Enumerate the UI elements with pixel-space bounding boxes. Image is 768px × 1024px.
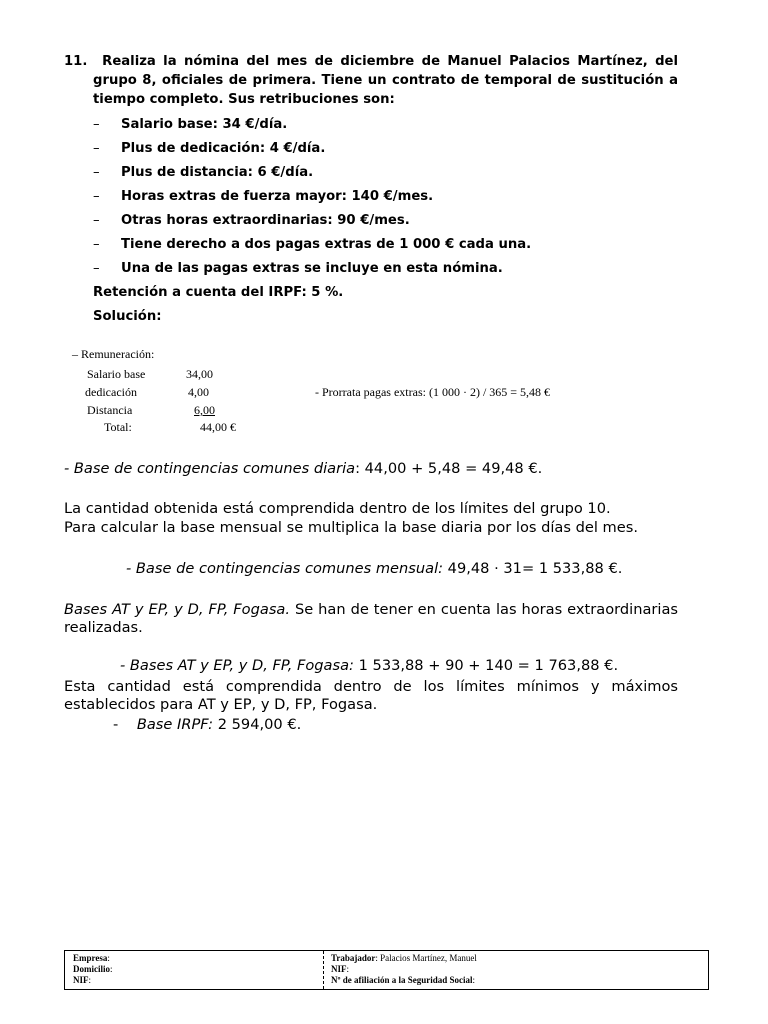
irpf-label: Base IRPF: (136, 716, 214, 733)
list-item (64, 257, 678, 281)
row-label-dedicacion: dedicación (85, 385, 137, 399)
total-value: 44,00 € (200, 420, 236, 434)
list-item (64, 161, 678, 185)
bcc-diaria-value: : 44,00 + 5,48 = 49,48 €. (355, 460, 543, 477)
domicilio-label: Domicilio (73, 964, 110, 974)
empresa-field (73, 953, 113, 964)
list-item-text: Tiene derecho a dos pagas extras de 1 000 € cada una. (121, 237, 532, 252)
nif2-field (331, 964, 477, 975)
colon: : (88, 975, 92, 985)
colon: : (346, 964, 350, 974)
irpf-retention: Retención a cuenta del IRPF: 5 %. (93, 285, 344, 300)
list-item-text: Salario base: 34 €/día. (121, 117, 288, 132)
exercise-statement (64, 52, 678, 109)
exercise-text: Realiza la nómina del mes de diciembre de Manuel Palacios Martínez, del grupo 8, oficiales de primera. Tiene un contrato de temporal de sustitución a tiempo completo. Sus retribuciones son: (93, 54, 678, 107)
base-mensual-explanation: Para calcular la base mensual se multiplica la base diaria por los días del mes. (64, 519, 638, 536)
limites-at-text: Esta cantidad está comprendida dentro de los límites mínimos y máximos establecidos para AT y EP, y D, FP, Fogasa. (64, 678, 678, 713)
dash-marker: – (93, 261, 100, 276)
exercise-number: 11. (64, 54, 88, 69)
trabajador-field (331, 953, 477, 964)
nif2-label: NIF (331, 964, 347, 974)
dash-marker: – (93, 141, 100, 156)
row-value-distancia: 6,00 (194, 403, 215, 417)
total-label: Total: (104, 420, 132, 434)
footer-left (73, 953, 113, 986)
list-item (64, 137, 678, 161)
bases-at-intro (64, 601, 678, 637)
irpf-line (113, 716, 301, 734)
bases-at-value: 1 533,88 + 90 + 140 = 1 763,88 €. (353, 657, 619, 674)
footer-divider (323, 951, 324, 989)
dash-marker: – (93, 213, 100, 228)
list-item-text: Horas extras de fuerza mayor: 140 €/mes. (121, 189, 434, 204)
row-label-salario: Salario base (87, 367, 146, 381)
prorrata-line: - Prorrata pagas extras: (1 000 · 2) / 365 = 5,48 € (315, 385, 551, 399)
trabajador-label: Trabajador (331, 953, 376, 963)
row-value-dedicacion: 4,00 (188, 385, 209, 399)
empresa-label: Empresa (73, 953, 108, 963)
bases-at-intro-label: Bases AT y EP, y D, FP, Fogasa. (64, 601, 291, 618)
colon: : (110, 964, 113, 974)
list-item (64, 209, 678, 233)
dash-marker: – (93, 237, 100, 252)
list-item-text: Plus de dedicación: 4 €/día. (121, 141, 326, 156)
nif-label: NIF (73, 975, 89, 985)
nif-field (73, 975, 113, 986)
afiliacion-label: Nº de afiliación a la Seguridad Social (331, 975, 473, 985)
bcc-diaria-line (64, 460, 542, 478)
bases-at-intro-text: Se han de tener en cuenta las horas extraordinarias realizadas. (64, 601, 678, 636)
trabajador-value: : Palacios Martínez, Manuel (375, 953, 477, 963)
list-item (64, 185, 678, 209)
bcc-mensual-label: - Base de contingencias comunes mensual: (126, 560, 444, 577)
irpf-value: 2 594,00 €. (213, 716, 302, 733)
limites-grupo-text: La cantidad obtenida está comprendida dentro de los límites del grupo 10. (64, 500, 611, 517)
list-item-text: Una de las pagas extras se incluye en esta nómina. (121, 261, 503, 276)
list-item-text: Plus de distancia: 6 €/día. (121, 165, 314, 180)
bcc-mensual-value: 49,48 · 31= 1 533,88 €. (443, 560, 623, 577)
solution-label: Solución: (93, 309, 162, 324)
row-label-distancia: Distancia (87, 403, 133, 417)
footer-right (331, 953, 477, 986)
bcc-mensual-line (126, 560, 622, 578)
list-item (64, 233, 678, 257)
list-item-text: Otras horas extraordinarias: 90 €/mes. (121, 213, 410, 228)
bases-at-line (120, 657, 618, 675)
colon: : (472, 975, 475, 985)
afiliacion-field (331, 975, 477, 986)
row-value-salario: 34,00 (186, 367, 213, 381)
payroll-footer-box (64, 950, 709, 990)
exercise-block (64, 52, 678, 329)
remuneration-title: – Remuneración: (72, 347, 155, 361)
dash-marker: – (93, 165, 100, 180)
list-item (64, 113, 678, 137)
dash-marker: – (93, 189, 100, 204)
bcc-diaria-label: - Base de contingencias comunes diaria (64, 460, 356, 477)
bases-at-label: - Bases AT y EP, y D, FP, Fogasa: (120, 657, 354, 674)
retribution-list (64, 113, 678, 281)
irpf-dash: - (113, 716, 119, 733)
colon: : (107, 953, 110, 963)
domicilio-field (73, 964, 113, 975)
dash-marker: – (93, 117, 100, 132)
